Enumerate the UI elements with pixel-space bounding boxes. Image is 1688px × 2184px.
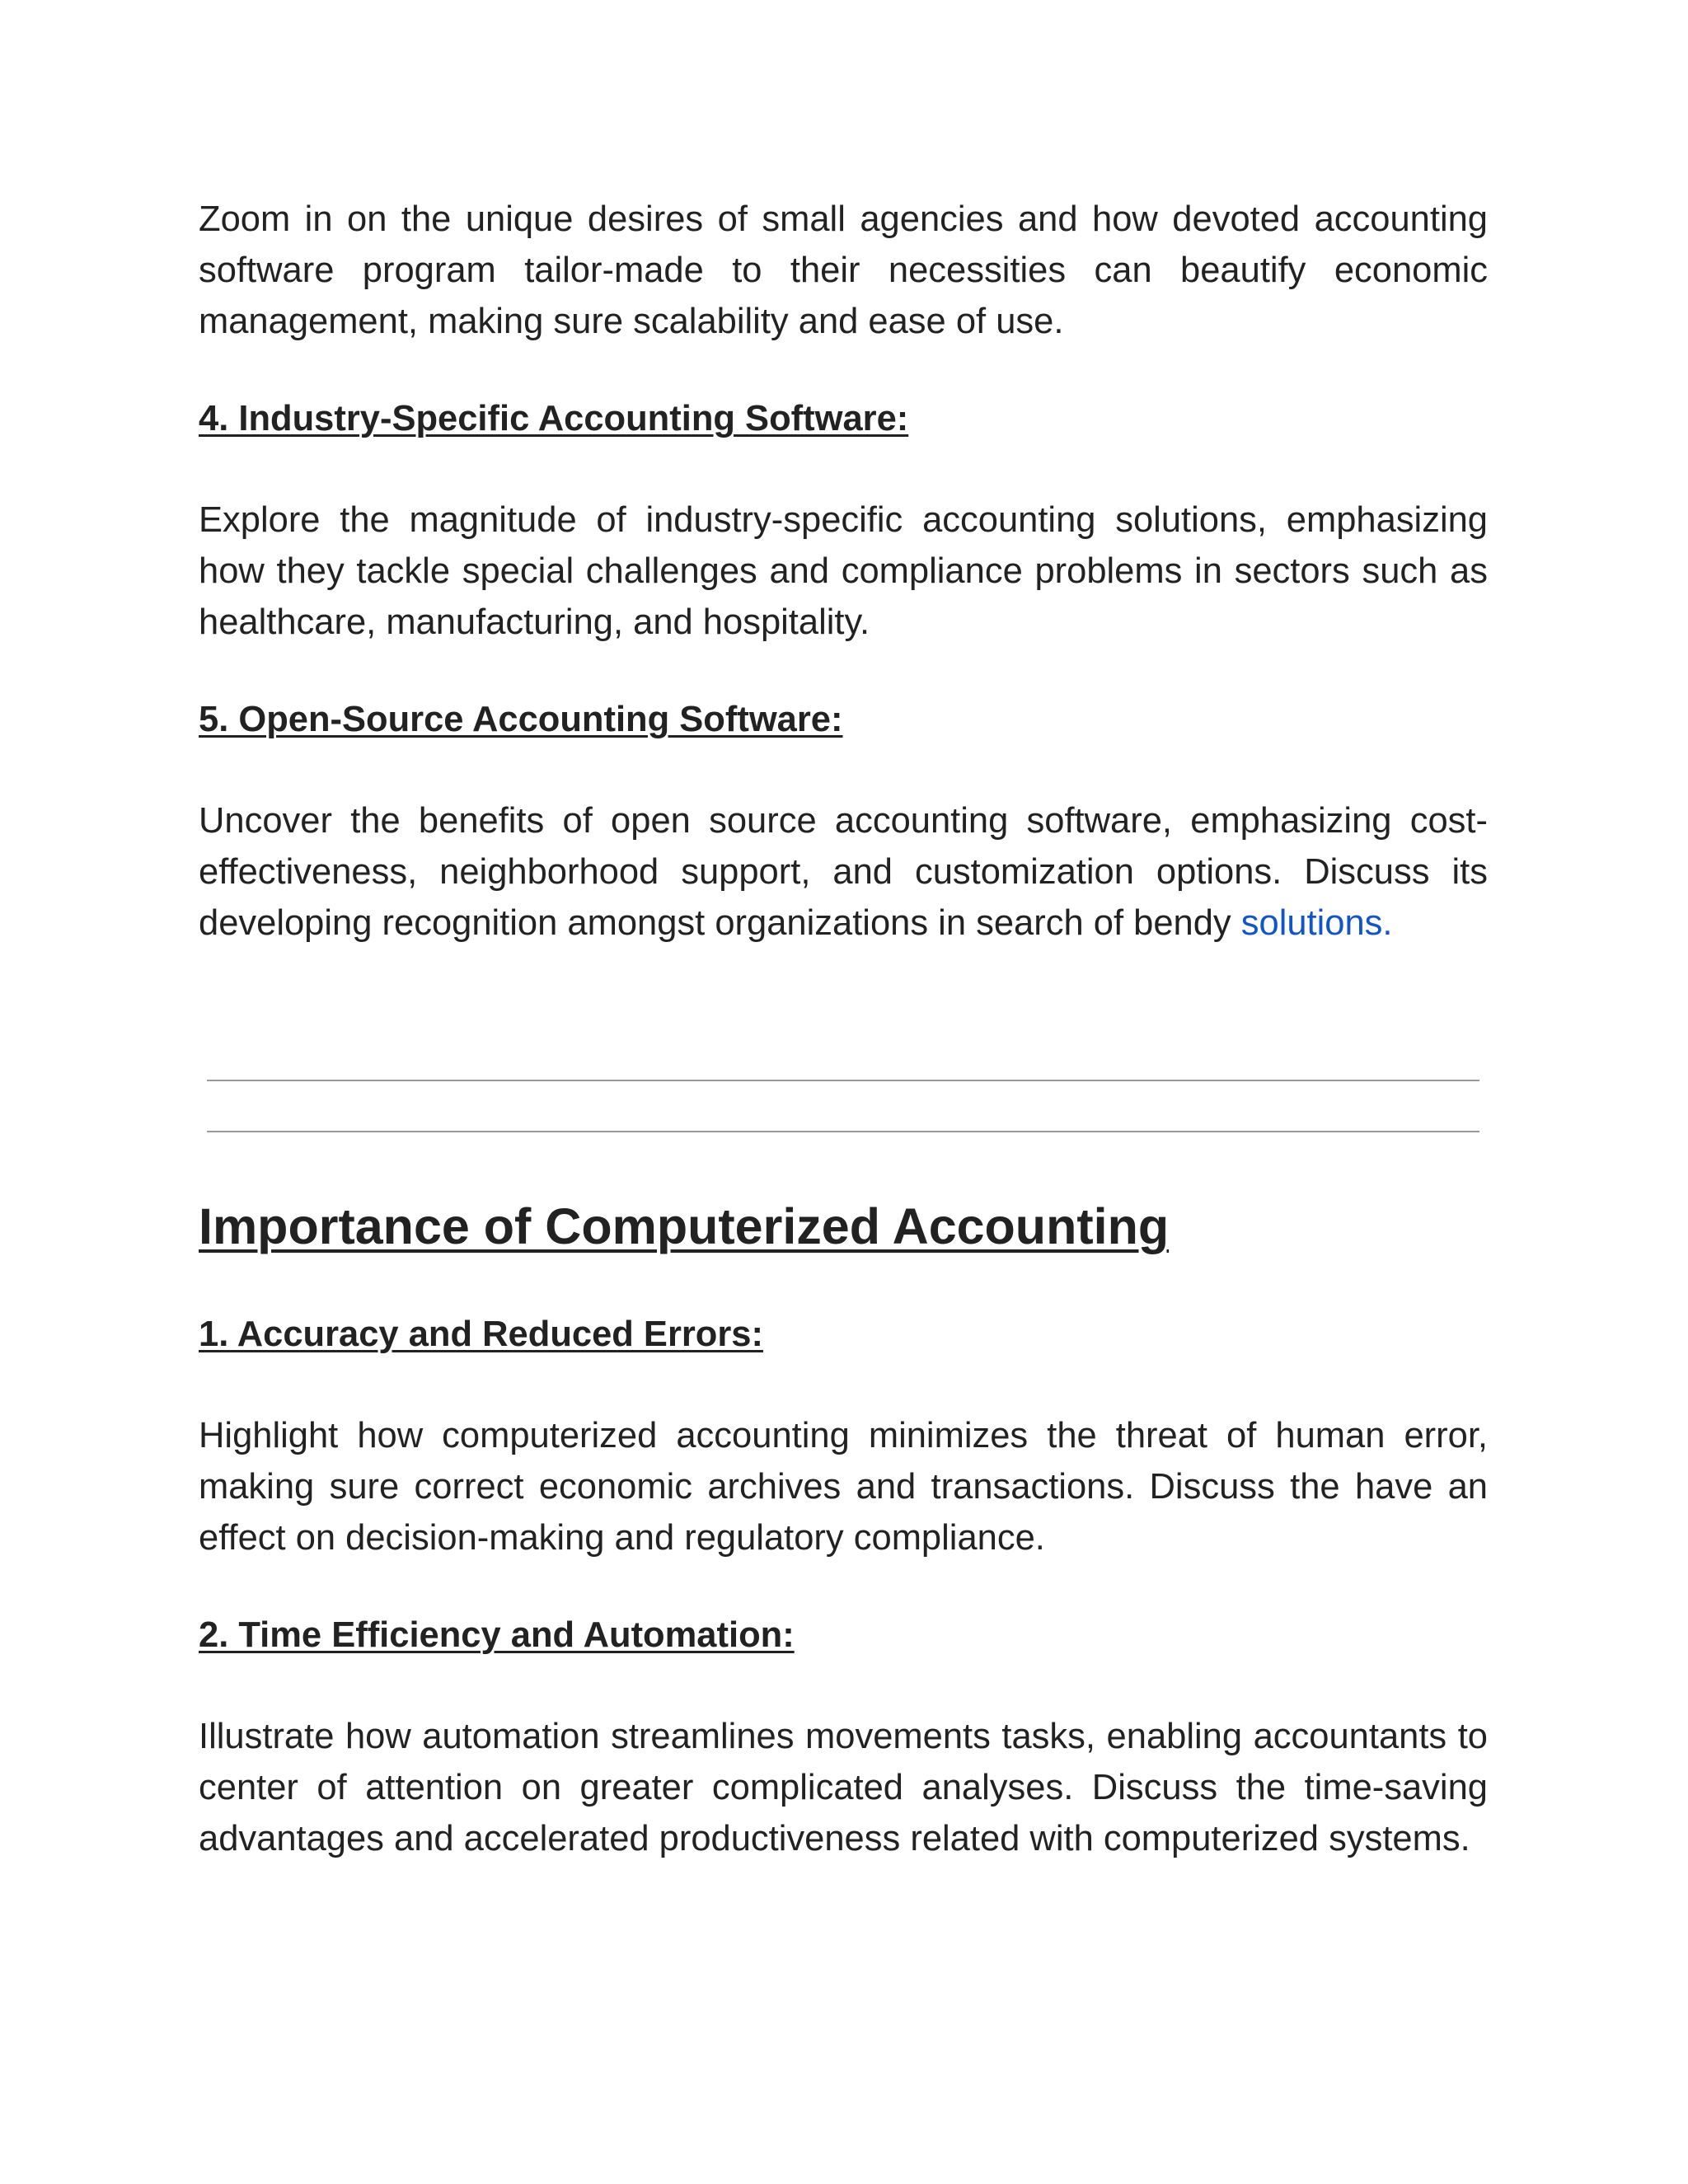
heading-time-efficiency: 2. Time Efficiency and Automation: bbox=[199, 1615, 795, 1655]
horizontal-rule-top bbox=[207, 1080, 1479, 1081]
solutions-link[interactable]: solutions. bbox=[1240, 903, 1393, 943]
heading-open-source: 5. Open-Source Accounting Software: bbox=[199, 700, 843, 739]
open-source-text: Uncover the benefits of open source accounting software, emphasizing cost-effectiveness, neighborhood support, and customization options. Discuss its developing recognition amongst organizations in search of bendy bbox=[199, 801, 1488, 943]
accuracy-paragraph: Highlight how computerized accounting minimizes the threat of human error, making sure correct economic archives and transactions. Discuss the have an effect on decision-making and regulatory compliance. bbox=[199, 1416, 1488, 1558]
intro-paragraph: Zoom in on the unique desires of small agencies and how devoted accounting software program tailor-made to their necessities can beautify economic management, making sure scalability and ease of use. bbox=[199, 199, 1488, 341]
industry-specific-paragraph: Explore the magnitude of industry-specific accounting solutions, emphasizing how they tackle special challenges and compliance problems in sectors such as healthcare, manufacturing, and hospitality. bbox=[199, 500, 1488, 642]
heading-industry-specific: 4. Industry-Specific Accounting Software: bbox=[199, 399, 909, 438]
importance-title: Importance of Computerized Accounting bbox=[199, 1198, 1170, 1254]
heading-accuracy: 1. Accuracy and Reduced Errors: bbox=[199, 1315, 763, 1354]
horizontal-rule-bottom bbox=[207, 1131, 1479, 1132]
time-efficiency-paragraph: Illustrate how automation streamlines movements tasks, enabling accountants to center of attention on greater complicated analyses. Discuss the time-saving advantages and accelerated productiveness related with computerized systems. bbox=[199, 1717, 1488, 1858]
open-source-paragraph bbox=[199, 795, 1488, 949]
